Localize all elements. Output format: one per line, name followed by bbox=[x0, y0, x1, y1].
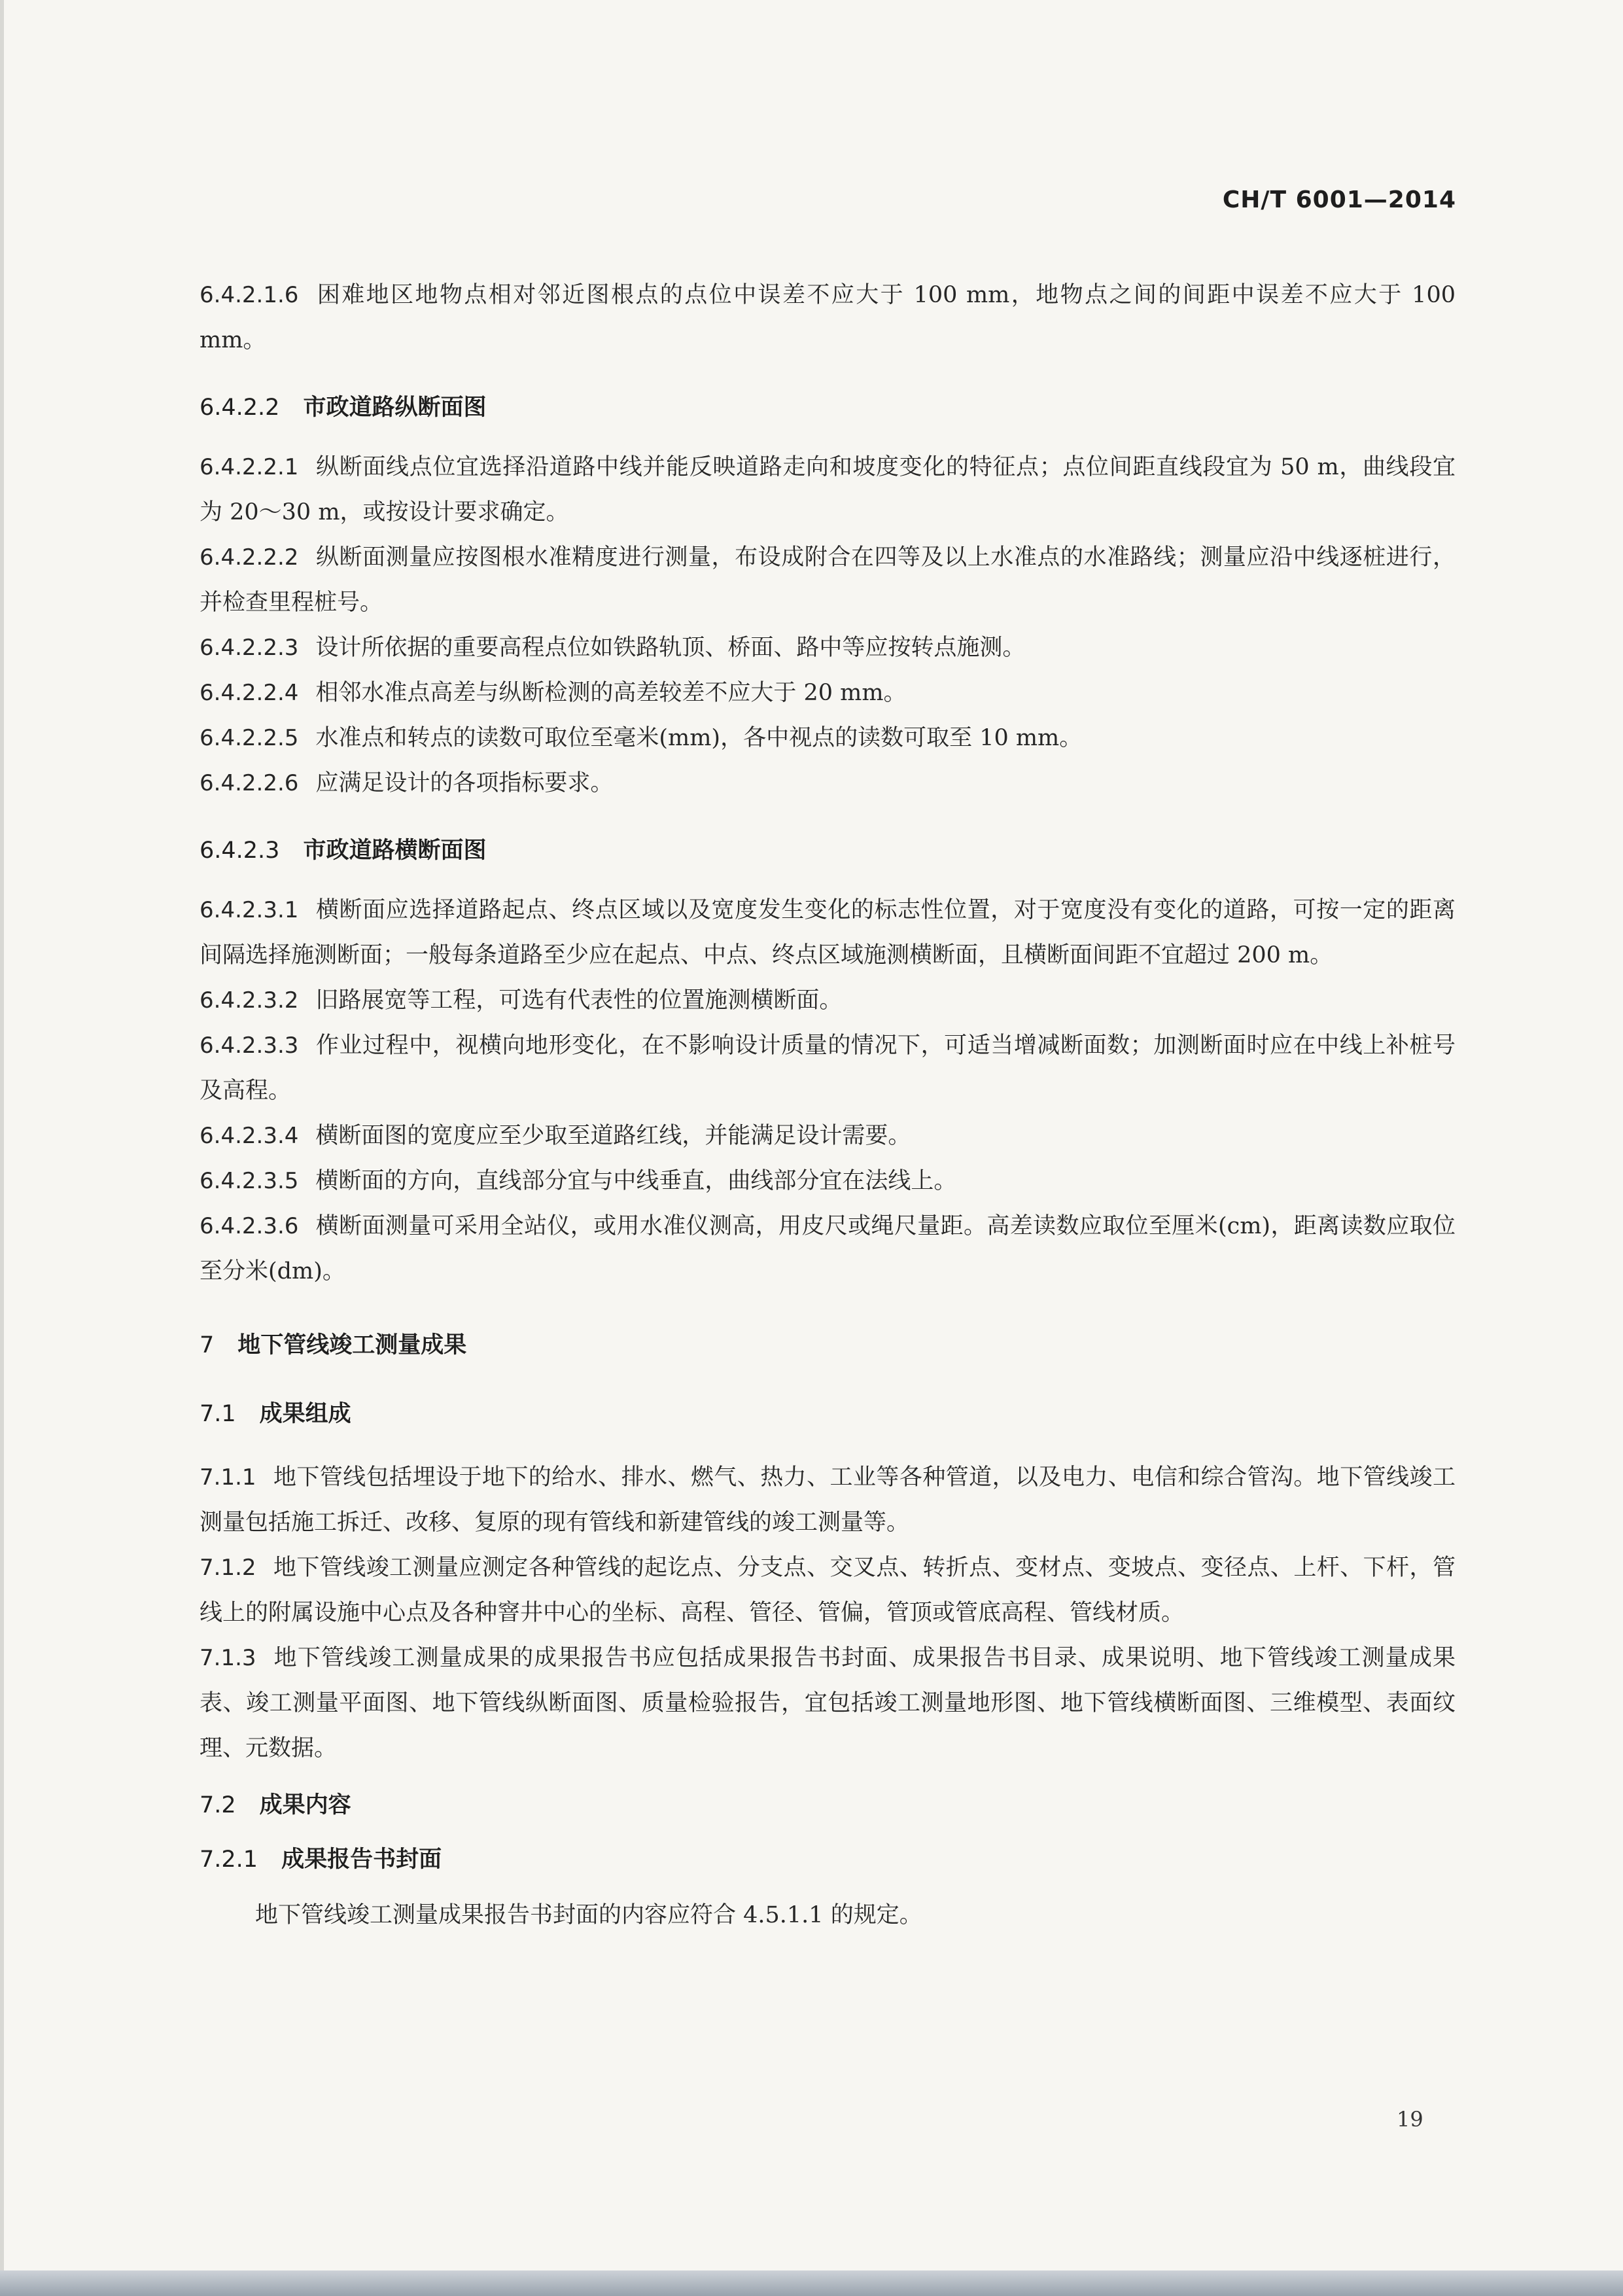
clause-text: 地下管线竣工测量应测定各种管线的起讫点、分支点、交叉点、转折点、变材点、变坡点、变径点、上杆、下杆，管线上的附属设施中心点及各种窨井中心的坐标、高程、管径、管偏，管顶或管底高程、管线材质。 bbox=[200, 1555, 1456, 1626]
clause-number: 7.1.1 bbox=[200, 1464, 256, 1491]
clause-text: 横断面应选择道路起点、终点区域以及宽度发生变化的标志性位置，对于宽度没有变化的道路，可按一定的距离间隔选择施测断面；一般每条道路至少应在起点、中点、终点区域施测横断面，且横断面间距不宜超过 200 m。 bbox=[200, 897, 1456, 968]
clause-6-4-2-2-1 bbox=[200, 445, 1456, 535]
clause-6-4-2-2-2 bbox=[200, 535, 1456, 626]
paragraph-7-2-1-body: 地下管线竣工测量成果报告书封面的内容应符合 4.5.1.1 的规定。 bbox=[255, 1902, 922, 1928]
scan-bottom-band bbox=[0, 2270, 1623, 2296]
section-title: 成果组成 bbox=[259, 1401, 351, 1427]
clause-text: 相邻水准点高差与纵断检测的高差较差不应大于 20 mm。 bbox=[315, 680, 907, 706]
clause-text: 应满足设计的各项指标要求。 bbox=[315, 770, 614, 796]
clause-text: 旧路展宽等工程，可选有代表性的位置施测横断面。 bbox=[315, 987, 843, 1014]
clause-number: 6.4.2.3.4 bbox=[200, 1123, 299, 1149]
clause-number: 6.4.2.2.2 bbox=[200, 544, 299, 571]
chapter-heading-7 bbox=[200, 1323, 1456, 1368]
clause-number: 6.4.2.3.2 bbox=[200, 987, 299, 1014]
clause-number: 6.4.2.3.5 bbox=[200, 1168, 299, 1194]
clause-text: 地下管线竣工测量成果的成果报告书应包括成果报告书封面、成果报告书目录、成果说明、地下管线竣工测量成果表、竣工测量平面图、地下管线纵断面图、质量检验报告，宜包括竣工测量地形图、地下管线横断面图、三维模型、表面纹理、元数据。 bbox=[200, 1645, 1456, 1761]
section-heading-7-1 bbox=[200, 1392, 1456, 1437]
section-number: 7.2.1 bbox=[200, 1846, 258, 1873]
clause-number: 6.4.2.2.3 bbox=[200, 635, 299, 661]
clause-6-4-2-1-6 bbox=[200, 273, 1456, 363]
clause-text: 纵断面线点位宜选择沿道路中线并能反映道路走向和坡度变化的特征点；点位间距直线段宜为 50 m，曲线段宜为 20～30 m，或按设计要求确定。 bbox=[200, 454, 1456, 525]
clause-number: 6.4.2.3.3 bbox=[200, 1033, 299, 1059]
clause-text: 作业过程中，视横向地形变化，在不影响设计质量的情况下，可适当增减断面数；加测断面时应在中线上补桩号及高程。 bbox=[200, 1033, 1456, 1104]
section-number: 6.4.2.2 bbox=[200, 395, 280, 421]
clause-number: 6.4.2.3.1 bbox=[200, 897, 299, 923]
clause-7-1-3 bbox=[200, 1636, 1456, 1771]
clause-number: 7.1.2 bbox=[200, 1555, 256, 1581]
clause-6-4-2-2-6 bbox=[200, 761, 1456, 806]
clause-6-4-2-3-5 bbox=[200, 1159, 1456, 1204]
clause-6-4-2-3-6 bbox=[200, 1204, 1456, 1294]
clause-6-4-2-3-3 bbox=[200, 1023, 1456, 1114]
clause-text: 横断面的方向，直线部分宜与中线垂直，曲线部分宜在法线上。 bbox=[315, 1168, 957, 1194]
standard-code: CH/T 6001—2014 bbox=[1222, 186, 1456, 213]
section-title: 市政道路横断面图 bbox=[303, 838, 487, 864]
clause-7-1-1 bbox=[200, 1455, 1456, 1545]
clause-6-4-2-2-3 bbox=[200, 626, 1456, 671]
clause-text: 地下管线包括埋设于地下的给水、排水、燃气、热力、工业等各种管道，以及电力、电信和综合管沟。地下管线竣工测量包括施工拆迁、改移、复原的现有管线和新建管线的竣工测量等。 bbox=[200, 1464, 1456, 1536]
section-heading-7-2-1 bbox=[200, 1837, 1456, 1882]
section-number: 7.1 bbox=[200, 1401, 236, 1427]
clause-6-4-2-2-4 bbox=[200, 671, 1456, 716]
clause-6-4-2-3-1 bbox=[200, 888, 1456, 978]
section-heading-6-4-2-3 bbox=[200, 828, 1456, 874]
section-heading-7-2 bbox=[200, 1783, 1456, 1828]
clause-number: 6.4.2.2.1 bbox=[200, 454, 299, 480]
scan-edge bbox=[0, 0, 4, 2270]
page-number: 19 bbox=[1397, 2107, 1423, 2132]
clause-text: 设计所依据的重要高程点位如铁路轨顶、桥面、路中等应按转点施测。 bbox=[315, 635, 1026, 661]
clause-number: 7.1.3 bbox=[200, 1645, 256, 1671]
clause-number: 6.4.2.2.6 bbox=[200, 770, 299, 796]
clause-number: 6.4.2.1.6 bbox=[200, 282, 299, 308]
section-number: 6.4.2.3 bbox=[200, 838, 280, 864]
clause-text: 横断面图的宽度应至少取至道路红线，并能满足设计需要。 bbox=[315, 1123, 911, 1149]
clause-6-4-2-3-2 bbox=[200, 978, 1456, 1023]
clause-text: 横断面测量可采用全站仪，或用水准仪测高，用皮尺或绳尺量距。高差读数应取位至厘米(cm)，距离读数应取位至分米(dm)。 bbox=[200, 1213, 1456, 1284]
section-title: 市政道路纵断面图 bbox=[303, 395, 487, 421]
clause-text: 水准点和转点的读数可取位至毫米(mm)，各中视点的读数可取至 10 mm。 bbox=[315, 725, 1083, 751]
clause-6-4-2-3-4 bbox=[200, 1114, 1456, 1159]
chapter-title: 地下管线竣工测量成果 bbox=[237, 1332, 467, 1358]
clause-6-4-2-2-5 bbox=[200, 716, 1456, 761]
page-content bbox=[200, 258, 1456, 1938]
clause-7-1-2 bbox=[200, 1545, 1456, 1636]
section-title: 成果内容 bbox=[259, 1792, 351, 1818]
chapter-number: 7 bbox=[200, 1332, 215, 1358]
clause-text: 困难地区地物点相对邻近图根点的点位中误差不应大于 100 mm，地物点之间的间距中误差不应大于 100 mm。 bbox=[200, 282, 1456, 353]
clause-number: 6.4.2.3.6 bbox=[200, 1213, 299, 1239]
section-heading-6-4-2-2 bbox=[200, 385, 1456, 431]
section-title: 成果报告书封面 bbox=[281, 1846, 442, 1873]
clause-number: 6.4.2.2.5 bbox=[200, 725, 299, 751]
clause-number: 6.4.2.2.4 bbox=[200, 680, 299, 706]
clause-text: 纵断面测量应按图根水准精度进行测量，布设成附合在四等及以上水准点的水准路线；测量应沿中线逐桩进行，并检查里程桩号。 bbox=[200, 544, 1456, 616]
section-number: 7.2 bbox=[200, 1792, 236, 1818]
